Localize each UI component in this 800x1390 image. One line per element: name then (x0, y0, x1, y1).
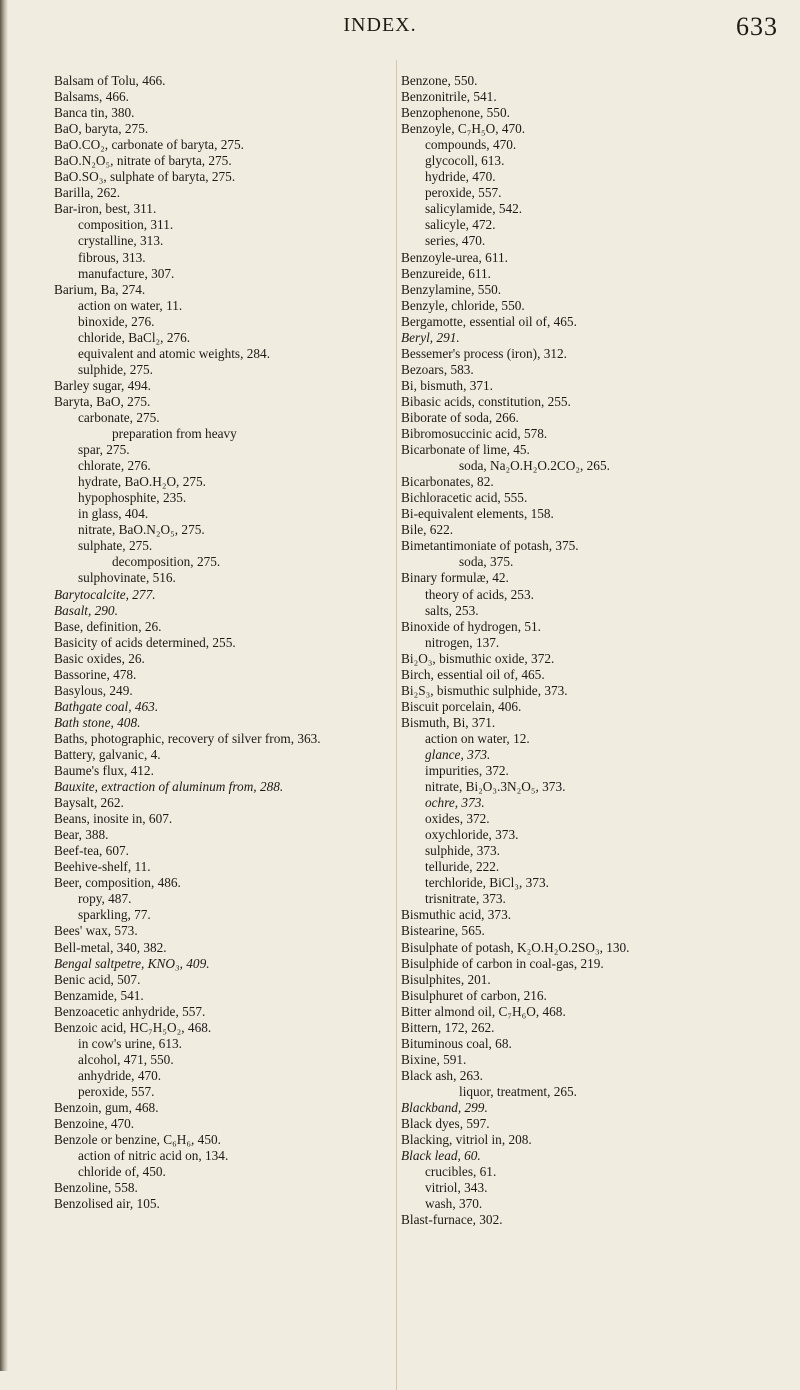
index-entry: Bees' wax, 573. (54, 923, 138, 939)
index-subentry: hypophosphite, 235. (78, 490, 187, 506)
index-subentry: theory of acids, 253. (425, 586, 534, 602)
index-entry: Bituminous coal, 68. (401, 1035, 512, 1051)
index-entry: Benzoyle, C₇H₅O, 470. (401, 121, 526, 137)
index-entry: Benzylamine, 550. (401, 281, 502, 297)
index-entry: Bile, 622. (401, 522, 454, 538)
index-entry: Blacking, vitriol in, 208. (401, 1132, 532, 1148)
index-entry: Benzoin, gum, 468. (54, 1100, 159, 1115)
index-entry: Bitter almond oil, C₇H₆O, 468. (401, 1003, 566, 1019)
index-entry: Battery, galvanic, 4. (54, 746, 161, 762)
index-entry: Banca tin, 380. (54, 105, 135, 121)
index-entry: Bi₂S₃, bismuthic sulphide, 373. (401, 682, 568, 698)
index-entry: Benic acid, 507. (54, 971, 141, 987)
index-subentry: peroxide, 557. (78, 1083, 155, 1099)
index-entry: Bittern, 172, 262. (401, 1019, 495, 1035)
index-subentry: oxides, 372. (425, 811, 490, 827)
index-entry: Basic oxides, 26. (54, 650, 145, 666)
index-entry: BaO, baryta, 275. (54, 121, 149, 137)
index-subentry: nitrate, BaO.N₂O₅, 275. (78, 522, 205, 538)
index-subentry: salicyle, 472. (425, 217, 496, 233)
index-subentry: sulphide, 373. (425, 843, 500, 859)
index-subentry: binoxide, 276. (78, 313, 155, 329)
index-entry: Benzoic acid, HC₇H₅O₂, 468. (54, 1019, 212, 1035)
index-entry: Benzone, 550. (401, 73, 478, 88)
index-entry: Barilla, 262. (54, 185, 121, 201)
page-header (0, 0, 800, 60)
column-divider (396, 60, 397, 1390)
index-entry: Benzureide, 611. (401, 265, 491, 281)
index-subentry: soda, 375. (459, 554, 514, 570)
index-subentry: action on water, 12. (425, 730, 530, 746)
index-subentry: peroxide, 557. (425, 185, 502, 201)
index-entry: Benzophenone, 550. (401, 105, 510, 121)
index-entry: Benzamide, 541. (54, 987, 144, 1003)
index-subentry: wash, 370. (425, 1196, 483, 1212)
index-entry: Balsam of Tolu, 466. (54, 73, 166, 88)
index-entry: Basalt, 290. (54, 602, 118, 618)
index-entry: Bibromosuccinic acid, 578. (401, 426, 548, 442)
index-entry: Bergamotte, essential oil of, 465. (401, 313, 577, 329)
index-entry: BaO.CO₂, carbonate of baryta, 275. (54, 137, 244, 153)
index-entry: Bisulphites, 201. (401, 971, 491, 987)
index-subentry: glance, 373. (425, 746, 491, 762)
index-subentry: sparkling, 77. (78, 907, 151, 923)
index-subentry: carbonate, 275. (78, 409, 160, 425)
index-subentry: action on water, 11. (78, 297, 183, 313)
index-entry: Binary formulæ, 42. (401, 570, 509, 586)
index-subentry: chloride, BaCl₂, 276. (78, 329, 191, 345)
index-entry: Beehive-shelf, 11. (54, 859, 151, 875)
index-subentry: oxychloride, 373. (425, 827, 519, 843)
index-subentry: in cow's urine, 613. (78, 1035, 182, 1051)
index-subentry: crucibles, 61. (425, 1164, 497, 1180)
index-entry: Bicarbonate of lime, 45. (401, 442, 530, 458)
index-entry: Binoxide of hydrogen, 51. (401, 618, 541, 634)
running-head: INDEX. (343, 14, 417, 36)
index-entry: Bicarbonates, 82. (401, 474, 494, 490)
index-entry: Bisulphate of potash, K₂O.H₂O.2SO₃, 130. (401, 939, 630, 955)
index-entry: Benzolised air, 105. (54, 1196, 160, 1212)
index-subentry: crystalline, 313. (78, 233, 164, 249)
index-entry: Biborate of soda, 266. (401, 409, 519, 425)
index-entry: Bi, bismuth, 371. (401, 377, 493, 393)
index-entry: Benzoline, 558. (54, 1180, 138, 1196)
index-subentry: trisnitrate, 373. (425, 891, 506, 907)
index-entry: Baryta, BaO, 275. (54, 393, 151, 409)
index-entry: Bismuthic acid, 373. (401, 907, 512, 923)
index-entry: Black lead, 60. (401, 1148, 481, 1164)
index-subentry: impurities, 372. (425, 763, 509, 779)
book-spine-shadow (0, 0, 8, 1371)
index-entry: Bichloracetic acid, 555. (401, 490, 528, 506)
index-subentry: action of nitric acid on, 134. (78, 1148, 229, 1164)
index-entry: Basicity of acids determined, 255. (54, 634, 236, 650)
index-subentry: glycocoll, 613. (425, 153, 505, 169)
index-entry: Baysalt, 262. (54, 795, 124, 811)
index-entry: Benzonitrile, 541. (401, 89, 497, 105)
index-entry: Bi₂O₃, bismuthic oxide, 372. (401, 650, 555, 666)
index-entry: Baths, photographic, recovery of silver from, 363. (54, 730, 321, 746)
index-entry: Black dyes, 597. (401, 1116, 490, 1132)
index-subentry: hydride, 470. (425, 169, 496, 185)
index-entry: Beef-tea, 607. (54, 843, 129, 859)
index-entry: Benzoine, 470. (54, 1116, 135, 1132)
index-entry: Bisulphuret of carbon, 216. (401, 987, 547, 1003)
index-entry: Benzole or benzine, C₆H₆, 450. (54, 1132, 221, 1148)
index-entry: Bell-metal, 340, 382. (54, 939, 167, 955)
index-entry: Blackband, 299. (401, 1100, 488, 1115)
index-subentry: in glass, 404. (78, 506, 149, 522)
index-subentry: series, 470. (425, 233, 486, 249)
index-subentry: anhydride, 470. (78, 1067, 162, 1083)
index-entry: Barium, Ba, 274. (54, 281, 146, 297)
index-entry: Bimetantimoniate of potash, 375. (401, 538, 579, 554)
index-entry: Bezoars, 583. (401, 361, 474, 377)
index-subentry: decomposition, 275. (112, 554, 221, 570)
index-subentry: chloride of, 450. (78, 1164, 166, 1180)
index-entry: Baume's flux, 412. (54, 763, 154, 779)
index-entry: Bessemer's process (iron), 312. (401, 345, 567, 361)
index-entry: Bengal saltpetre, KNO₃, 409. (54, 955, 210, 971)
index-subentry: alcohol, 471, 550. (78, 1051, 174, 1067)
index-subentry: manufacture, 307. (78, 265, 175, 281)
index-subentry: sulphide, 275. (78, 361, 153, 377)
index-entry: Blast-furnace, 302. (401, 1212, 503, 1228)
index-entry: Birch, essential oil of, 465. (401, 666, 545, 682)
index-entry: Bassorine, 478. (54, 666, 137, 682)
index-entry: Black ash, 263. (401, 1067, 483, 1083)
index-subentry: soda, Na₂O.H₂O.2CO₂, 265. (459, 458, 610, 474)
index-entry: Bixine, 591. (401, 1051, 467, 1067)
index-entry: Bear, 388. (54, 827, 109, 843)
index-entry: Benzyle, chloride, 550. (401, 297, 525, 313)
index-column-right (401, 73, 793, 1228)
index-entry: Benzoacetic anhydride, 557. (54, 1003, 206, 1019)
index-subentry: hydrate, BaO.H₂O, 275. (78, 474, 206, 490)
index-entry: BaO.N₂O₅, nitrate of baryta, 275. (54, 153, 232, 169)
index-entry: Bar-iron, best, 311. (54, 201, 157, 217)
index-entry: Bathgate coal, 463. (54, 698, 159, 714)
index-entry: Bibasic acids, constitution, 255. (401, 393, 571, 409)
index-subentry: fibrous, 313. (78, 249, 146, 265)
index-entry: Beans, inosite in, 607. (54, 811, 173, 827)
index-entry: Barytocalcite, 277. (54, 586, 156, 602)
index-entry: Beryl, 291. (401, 329, 460, 345)
index-entry: Bauxite, extraction of aluminum from, 288. (54, 779, 284, 795)
index-entry: BaO.SO₃, sulphate of baryta, 275. (54, 169, 236, 185)
index-entry: Beer, composition, 486. (54, 875, 181, 891)
index-subentry: salicylamide, 542. (425, 201, 523, 217)
index-subentry: chlorate, 276. (78, 458, 151, 474)
page-number: 633 (736, 12, 778, 41)
index-entry: Biscuit porcelain, 406. (401, 698, 522, 714)
index-subentry: terchloride, BiCl₃, 373. (425, 875, 549, 891)
index-entry: Bistearine, 565. (401, 923, 485, 939)
index-entry: Benzoyle-urea, 611. (401, 249, 508, 265)
index-entry: Bismuth, Bi, 371. (401, 714, 496, 730)
index-subentry: nitrogen, 137. (425, 634, 500, 650)
index-subentry: nitrate, Bi₂O₃.3N₂O₅, 373. (425, 779, 566, 795)
index-subentry: preparation from heavy (112, 426, 237, 442)
index-entry: Bisulphide of carbon in coal-gas, 219. (401, 955, 604, 971)
index-entry: Bi-equivalent elements, 158. (401, 506, 554, 522)
index-subentry: sulphovinate, 516. (78, 570, 176, 586)
index-subentry: ropy, 487. (78, 891, 132, 907)
index-subentry: telluride, 222. (425, 859, 500, 875)
index-entry: Base, definition, 26. (54, 618, 162, 634)
index-entry: Basylous, 249. (54, 682, 133, 698)
index-entry: Bath stone, 408. (54, 714, 141, 730)
index-entry: Barley sugar, 494. (54, 377, 151, 393)
index-subentry: vitriol, 343. (425, 1180, 488, 1196)
index-subentry: spar, 275. (78, 442, 130, 458)
index-column-left (54, 73, 394, 1212)
index-subentry: equivalent and atomic weights, 284. (78, 345, 271, 361)
index-subentry: liquor, treatment, 265. (459, 1083, 578, 1099)
index-subentry: ochre, 373. (425, 795, 485, 811)
index-entry: Balsams, 466. (54, 89, 129, 105)
index-subentry: compounds, 470. (425, 137, 517, 153)
index-subentry: salts, 253. (425, 602, 479, 618)
index-subentry: composition, 311. (78, 217, 174, 233)
index-subentry: sulphate, 275. (78, 538, 153, 554)
